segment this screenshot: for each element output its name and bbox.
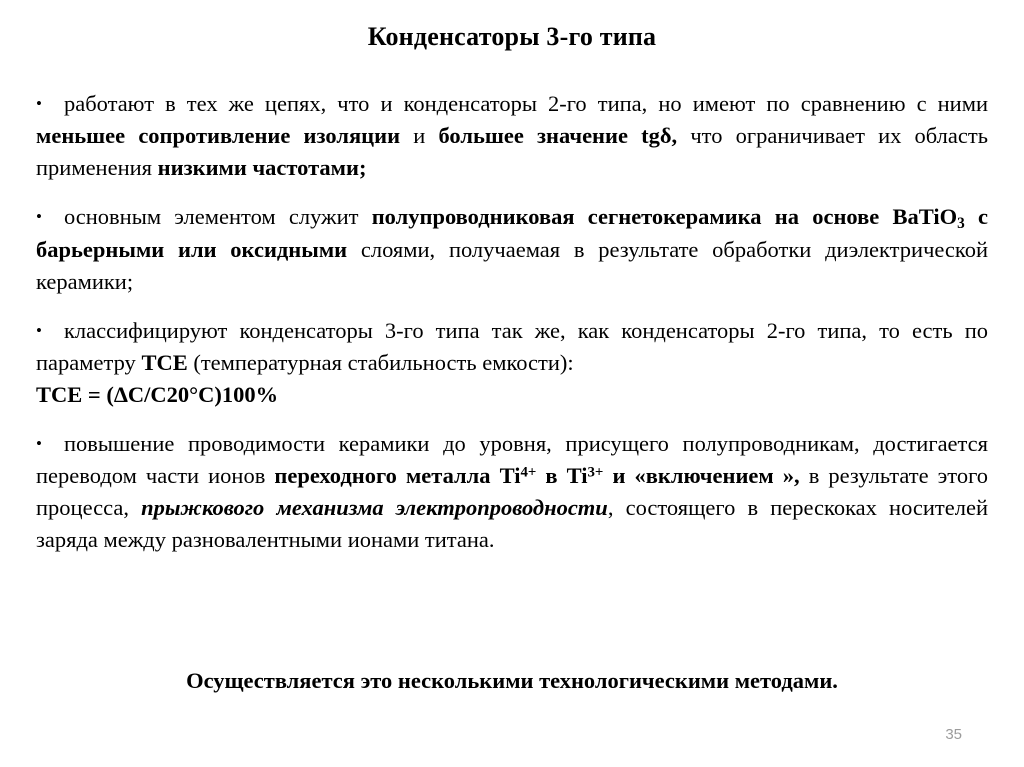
bullet-4-run-5: в результате этого процесса,: [36, 462, 988, 520]
ti4plus-superscript: 4+: [520, 464, 537, 481]
bullet-4-run-6: прыжкового механизма электропроводности: [141, 494, 608, 520]
bullet-1-paragraph: [36, 88, 988, 184]
bullet-4-run-2: [274, 463, 799, 488]
bullet-item-3: [36, 315, 988, 411]
tce-formula: ТСЕ = (ΔС/С20°С)100%: [36, 382, 279, 408]
bullet-item-4: [36, 428, 988, 556]
bullet-1-run-3: и: [400, 122, 439, 148]
bullet-item-1: [36, 88, 988, 184]
bullet-2-run-1: основным элементом служит: [63, 203, 372, 229]
bullet-marker-4: •: [36, 434, 42, 454]
closing-statement: Осуществляется это несколькими технологическими методами.: [186, 668, 838, 693]
page-number: 35: [945, 726, 962, 743]
bullet-4-paragraph: [36, 428, 988, 556]
bullet-4-run-7: , состоящего в перескоках носителей заряда между разновалентными ионами титана.: [36, 494, 988, 552]
bullet-1-run-1: работают в тех же цепях, что и конденсаторы 2-го типа, но имеют по сравнению с ними: [63, 91, 988, 116]
bullet-3-paragraph: [36, 315, 988, 379]
bullet-1-run-6: низкими частотами;: [157, 154, 367, 180]
bullet-item-2: [36, 201, 988, 298]
bullet-1-run-2: меньшее сопротивление изоляции: [36, 122, 401, 148]
bullet-marker-2: •: [36, 206, 42, 226]
ti3plus-superscript: 3+: [587, 464, 604, 481]
bullet-2-run-4: слоями, получаемая в результате обработки диэлектрической керамики;: [36, 237, 988, 295]
bullet-3-run-2: ТСЕ: [141, 350, 188, 376]
bullet-4-run-4: и «включением »,: [603, 462, 800, 488]
bullet-4-run-2-text: переходного металла Ti: [274, 462, 521, 488]
slide-body: [36, 88, 988, 556]
bullet-4-run-1: повышение проводимости керамики до уровня, присущего полупроводникам, достигается переводом части ионов: [36, 431, 988, 488]
page-title: Конденсаторы 3-го типа: [367, 22, 657, 51]
bullet-1-run-5: что ограничивает их область применения: [36, 122, 988, 180]
bullet-2-paragraph: [36, 201, 988, 298]
batio3-subscript: 3: [957, 214, 965, 232]
bullet-2-run-2-text: полупроводниковая сегнетокерамика на основе BaTiO: [371, 203, 958, 229]
bullet-3-run-1: классифицируют конденсаторы 3-го типа так же, как конденсаторы 2-го типа, то есть по параметру: [36, 318, 988, 376]
bullet-marker-1: •: [36, 94, 42, 113]
bullet-marker-3: •: [36, 321, 42, 341]
bullet-3-run-3: (температурная стабильность емкости):: [187, 350, 574, 376]
bullet-2-run-3: с барьерными или оксидными: [36, 203, 988, 263]
bullet-4-run-3: в Ti: [536, 462, 588, 488]
bullet-1-run-4: большее значение tgδ,: [438, 122, 678, 148]
